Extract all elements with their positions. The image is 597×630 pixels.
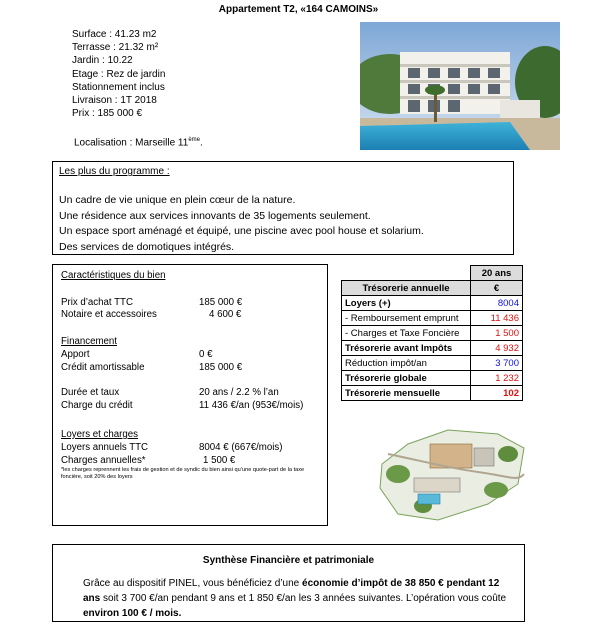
table-row (342, 386, 523, 401)
program-highlights-box (52, 161, 514, 255)
purchase-price-label: Prix d’achat TTC (61, 297, 133, 308)
rents-charges-heading: Loyers et charges (61, 429, 139, 440)
highlight-line: Une résidence aux services innovants de 35 logements seulement. (59, 209, 371, 222)
table-row (342, 311, 523, 326)
annual-charges-value: 1 500 € (203, 455, 236, 466)
localisation: Localisation : Marseille 11ème. (74, 137, 203, 149)
notary-fees-label: Notaire et accessoires (61, 309, 157, 320)
loan-charge-label: Charge du crédit (61, 400, 133, 411)
table-row (342, 326, 523, 341)
table-row (342, 356, 523, 371)
spec-prix: Prix : 185 000 € (72, 108, 143, 120)
duration-rate-label: Durée et taux (61, 387, 120, 398)
charges-footnote: *les charges reprennent les frais de gestion et de syndic du bien ainsi qu’une quote-part de la taxe foncière, soit 20% des loyers (61, 467, 305, 480)
table-header-row (342, 266, 523, 281)
row-value: 1 232 (471, 371, 523, 386)
tax-saving-text: économie d’impôt de 38 850 € pendant 12 ans (83, 578, 500, 604)
row-label: Trésorerie globale (342, 371, 471, 386)
row-label: - Remboursement emprunt (342, 311, 471, 326)
monthly-cost-text: environ 100 € / mois. (83, 608, 182, 619)
row-label: - Charges et Taxe Foncière (342, 326, 471, 341)
program-highlights-heading: Les plus du programme : (59, 166, 170, 177)
treasury-header-label: Trésorerie annuelle (342, 281, 471, 296)
loan-charge-value: 11 436 €/an (953€/mois) (199, 400, 304, 411)
annual-rent-value: 8004 € (667€/mois) (199, 442, 283, 453)
row-label: Réduction impôt/an (342, 356, 471, 371)
highlight-line: Un cadre de vie unique en plein cœur de la nature. (59, 194, 296, 206)
currency-header: € (471, 281, 523, 296)
highlight-line: Un espace sport aménagé et équipé, une piscine avec pool house et solarium. (59, 225, 424, 237)
table-row (342, 371, 523, 386)
row-value: 1 500 (471, 326, 523, 341)
row-value: 11 436 (471, 311, 523, 326)
highlight-line: Des services de domotiques intégrés. (59, 240, 235, 253)
duration-rate-value: 20 ans / 2.2 % l’an (199, 387, 279, 398)
table-header-row (342, 281, 523, 296)
row-label: Trésorerie mensuelle (342, 386, 471, 401)
table-row (342, 341, 523, 356)
property-specs (72, 28, 165, 120)
spec-surface: Surface : 41.23 m2 (72, 29, 157, 40)
row-label: Trésorerie avant Impôts (342, 341, 471, 356)
annual-charges-label: Charges annuelles* (61, 455, 146, 466)
financial-summary-box (52, 544, 525, 622)
spec-terrasse: Terrasse : 21.32 m² (72, 42, 159, 54)
spec-jardin: Jardin : 10.22 (72, 55, 133, 67)
loan-amount-value: 185 000 € (199, 362, 243, 373)
residence-photo (360, 22, 560, 150)
row-value: 102 (471, 386, 523, 401)
spec-etage: Etage : Rez de jardin (72, 68, 166, 80)
table-row (342, 296, 523, 311)
financing-heading: Financement (61, 336, 118, 347)
site-plan-image (378, 424, 528, 524)
summary-paragraph: Grâce au dispositif PINEL, vous bénéficiez d’une économie d’impôt de 38 850 € pendant 12 ans soit 3 700 €/an pendant 9 ans et 1 850 €/an les 3 années suivantes. L’opération vous coûte environ 100 € / mois. (83, 578, 507, 619)
annual-rent-label: Loyers annuels TTC (61, 442, 149, 453)
row-value: 8004 (471, 296, 523, 311)
row-value: 4 932 (471, 341, 523, 356)
down-payment-value: 0 € (199, 349, 213, 360)
spec-livraison: Livraison : 1T 2018 (72, 95, 157, 107)
loan-amount-label: Crédit amortissable (61, 362, 145, 373)
summary-heading: Synthèse Financière et patrimoniale (202, 555, 375, 566)
page-title: Appartement T2, «164 CAMOINS» (218, 4, 379, 15)
spec-stationnement: Stationnement inclus (72, 81, 165, 93)
row-value: 3 700 (471, 356, 523, 371)
period-header: 20 ans (471, 266, 523, 281)
treasury-table (341, 265, 523, 401)
characteristics-box (52, 264, 328, 526)
row-label: Loyers (+) (342, 296, 471, 311)
down-payment-label: Apport (61, 349, 90, 360)
notary-fees-value: 4 600 € (209, 309, 242, 320)
characteristics-heading: Caractéristiques du bien (61, 270, 166, 281)
purchase-price-value: 185 000 € (199, 297, 243, 308)
